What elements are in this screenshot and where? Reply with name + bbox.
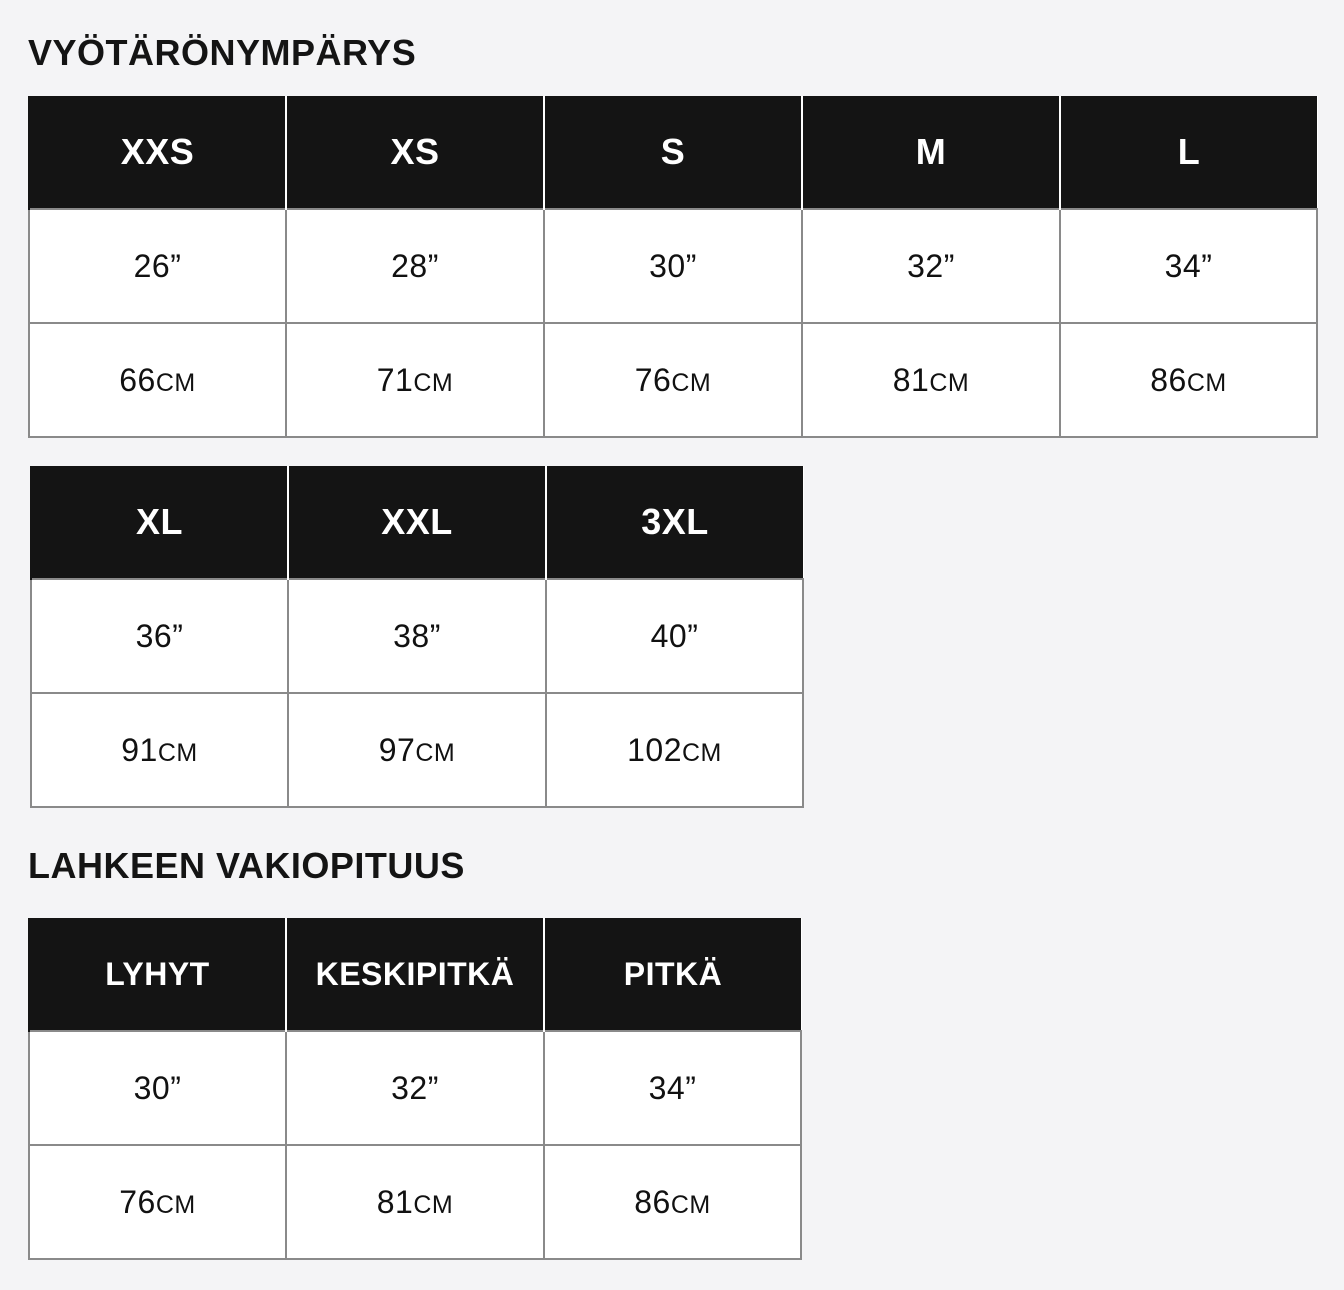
size-header: XXL	[288, 466, 546, 579]
size-header: XXS	[29, 96, 286, 209]
cm-cell	[31, 693, 288, 807]
cm-cell	[286, 323, 544, 437]
cm-cell	[544, 1145, 801, 1259]
inseam-section-title: LAHKEEN VAKIOPITUUS	[28, 845, 465, 886]
cm-unit: CM	[155, 1190, 196, 1219]
table-header-row	[29, 918, 801, 1031]
cm-cell	[288, 693, 546, 807]
cm-cell	[802, 323, 1060, 437]
inch-cell: 32”	[802, 209, 1060, 323]
size-header: L	[1060, 96, 1317, 209]
inch-cell: 30”	[29, 1031, 286, 1145]
inch-cell: 30”	[544, 209, 802, 323]
inches-row	[29, 1031, 801, 1145]
cm-value: 97	[378, 731, 416, 768]
cm-value: 76	[119, 1183, 156, 1220]
cm-unit: CM	[413, 1190, 454, 1219]
cm-value: 102	[627, 731, 682, 768]
cm-row	[29, 323, 1317, 437]
inch-cell: 34”	[1060, 209, 1317, 323]
cm-cell	[29, 323, 286, 437]
cm-unit: CM	[157, 738, 198, 767]
length-header: PITKÄ	[544, 918, 801, 1031]
waist-size-table-2	[30, 466, 804, 808]
inch-cell: 32”	[286, 1031, 544, 1145]
inch-cell: 26”	[29, 209, 286, 323]
cm-row	[31, 693, 803, 807]
cm-cell	[1060, 323, 1317, 437]
length-header: KESKIPITKÄ	[286, 918, 544, 1031]
cm-cell	[544, 323, 802, 437]
table-header-row	[31, 466, 803, 579]
cm-value: 81	[376, 1183, 414, 1220]
inseam-length-table	[28, 918, 802, 1260]
cm-value: 91	[121, 731, 158, 768]
cm-value: 76	[634, 361, 672, 398]
cm-value: 81	[892, 361, 930, 398]
cm-value: 86	[1150, 361, 1187, 398]
inch-cell: 38”	[288, 579, 546, 693]
cm-unit: CM	[929, 368, 970, 397]
size-header: M	[802, 96, 1060, 209]
cm-unit: CM	[415, 738, 456, 767]
size-header: XL	[31, 466, 288, 579]
inch-cell: 34”	[544, 1031, 801, 1145]
cm-value: 71	[376, 361, 414, 398]
cm-unit: CM	[413, 368, 454, 397]
cm-value: 66	[119, 361, 156, 398]
waist-size-table-1	[28, 96, 1318, 438]
inch-cell: 28”	[286, 209, 544, 323]
inches-row	[29, 209, 1317, 323]
length-header: LYHYT	[29, 918, 286, 1031]
size-header: S	[544, 96, 802, 209]
cm-row	[29, 1145, 801, 1259]
cm-cell	[546, 693, 803, 807]
size-header: XS	[286, 96, 544, 209]
cm-unit: CM	[1186, 368, 1227, 397]
waist-section-title: VYÖTÄRÖNYMPÄRYS	[28, 32, 417, 73]
cm-cell	[29, 1145, 286, 1259]
size-header: 3XL	[546, 466, 803, 579]
cm-value: 86	[634, 1183, 671, 1220]
cm-unit: CM	[670, 1190, 711, 1219]
inches-row	[31, 579, 803, 693]
cm-cell	[286, 1145, 544, 1259]
cm-unit: CM	[155, 368, 196, 397]
table-header-row	[29, 96, 1317, 209]
cm-unit: CM	[671, 368, 712, 397]
inch-cell: 40”	[546, 579, 803, 693]
inch-cell: 36”	[31, 579, 288, 693]
cm-unit: CM	[682, 738, 722, 767]
